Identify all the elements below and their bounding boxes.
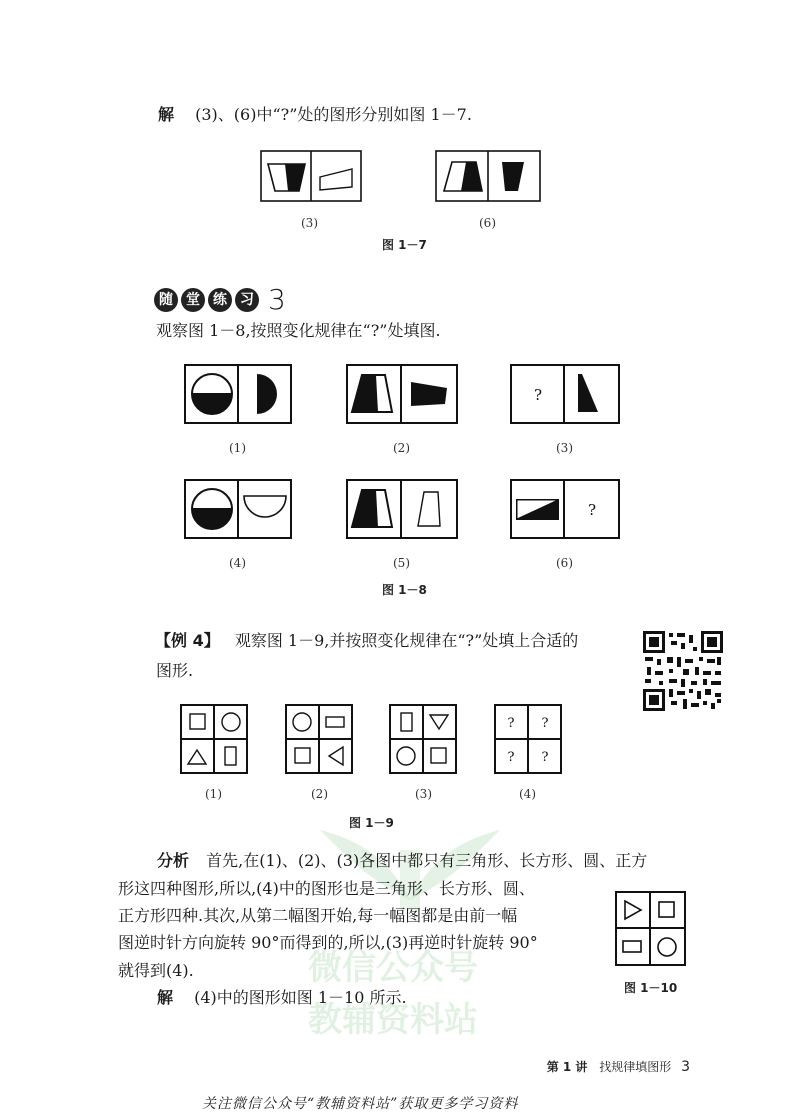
badge-number: 3 xyxy=(268,283,286,316)
fig-1-8-title: 图 1－8 xyxy=(382,583,427,597)
footer-title: 找规律填图形 xyxy=(599,1060,672,1074)
fig-1-8-caption-4: (4) xyxy=(229,556,246,570)
watermark-line1: 微信公众号 xyxy=(308,948,478,988)
practice-instruction: 观察图 1－8,按照变化规律在“?”处填图. xyxy=(156,321,441,340)
badge-char-3: 练 xyxy=(208,288,232,312)
triangle-shape xyxy=(188,750,206,764)
watermark-line2: 教辅资料站 xyxy=(308,1000,478,1040)
footer-page-number: 3 xyxy=(681,1059,690,1075)
footer-chapter: 第 1 讲 xyxy=(546,1060,588,1074)
fig-1-7-title: 图 1－7 xyxy=(382,238,427,252)
fig-1-7-caption-3: (3) xyxy=(301,216,318,230)
analysis-line3: 正方形四种.其次,从第二幅图开始,每一幅图都是由前一幅 xyxy=(118,906,518,925)
quadrilateral-solid-shape xyxy=(411,382,447,406)
badge-char-2: 堂 xyxy=(181,288,205,312)
question-mark: ? xyxy=(541,716,549,731)
rectangle-shape xyxy=(401,713,412,731)
rectangle-shape xyxy=(326,717,344,727)
solution-bottom-text: (4)中的图形如图 1－10 所示. xyxy=(194,988,407,1007)
circle-shape xyxy=(658,938,676,956)
square-shape xyxy=(190,714,205,729)
analysis-line5: 就得到(4). xyxy=(118,961,194,980)
fig-1-8-item-1 xyxy=(185,365,291,423)
example4-line1 xyxy=(155,627,578,655)
page-footer xyxy=(0,1058,690,1075)
square-shape xyxy=(431,748,446,763)
triangle-shape xyxy=(625,901,641,919)
example4-label: 【例 4】 xyxy=(155,631,220,650)
practice-badge xyxy=(154,283,286,316)
trapezoid-outline-shape xyxy=(418,492,440,526)
solution-text: (3)、(6)中“?”处的图形分别如图 1－7. xyxy=(195,105,472,124)
fig-1-10-title: 图 1－10 xyxy=(624,981,678,995)
trapezoid-fill-shape xyxy=(285,164,305,191)
analysis-text-1: 首先,在(1)、(2)、(3)各图中都只有三角形、长方形、圆、正方 xyxy=(206,851,648,870)
question-mark: ? xyxy=(533,386,543,404)
solution-bottom-label: 解 xyxy=(157,988,174,1007)
example4-text: 观察图 1－9,并按照变化规律在“?”处填上合适的 xyxy=(234,631,579,650)
question-mark: ? xyxy=(507,750,515,765)
badge-char-1: 随 xyxy=(154,288,178,312)
fig-1-8-item-6 xyxy=(511,480,619,538)
figure-1-8 xyxy=(0,360,800,580)
fig-1-8-item-5 xyxy=(347,480,457,538)
fig-1-8-item-3 xyxy=(511,365,619,423)
fig-1-8-caption-5: (5) xyxy=(393,556,410,570)
fig-1-9-item-3 xyxy=(390,705,456,773)
fig-1-8-item-2 xyxy=(347,365,457,423)
rectangle-shape xyxy=(623,941,641,952)
fig-1-9-item-2 xyxy=(286,705,352,773)
trapezoid-fill-shape xyxy=(461,162,482,191)
rectangle-shape xyxy=(225,747,236,765)
triangle-shape xyxy=(430,715,448,729)
fig-1-7-item-3 xyxy=(261,151,361,201)
trapezoid-fill-shape xyxy=(352,375,378,412)
fig-1-9-caption-2: (2) xyxy=(311,787,328,801)
fig-1-8-item-4 xyxy=(185,480,291,538)
square-shape xyxy=(659,902,674,917)
figure-1-10 xyxy=(615,891,695,971)
circle-shape xyxy=(222,713,240,731)
fig-1-8-caption-2: (2) xyxy=(393,441,410,455)
solution-bottom xyxy=(157,984,407,1012)
badge-char-4: 习 xyxy=(235,288,259,312)
example4-line2: 图形. xyxy=(156,661,194,680)
trapezoid-solid-shape xyxy=(502,162,524,191)
fig-1-9-title: 图 1－9 xyxy=(349,816,394,830)
question-mark: ? xyxy=(587,501,597,519)
half-disc-shape xyxy=(257,374,277,414)
solution-top xyxy=(158,101,472,129)
trapezoid-fill-shape xyxy=(352,490,378,527)
circle-shape xyxy=(397,747,415,765)
fig-1-9-item-1 xyxy=(181,705,247,773)
right-triangle-solid-shape xyxy=(578,374,598,412)
figure-1-9 xyxy=(0,704,800,784)
question-mark: ? xyxy=(507,716,515,731)
qr-code-icon xyxy=(643,631,723,711)
analysis-line1 xyxy=(157,847,647,875)
fig-1-8-caption-3: (3) xyxy=(556,441,573,455)
bottom-note: 关注微信公众号“教辅资料站”获取更多学习资料 xyxy=(202,1096,519,1112)
analysis-line4: 图逆时针方向旋转 90°而得到的,所以,(3)再逆时针旋转 90° xyxy=(118,933,538,952)
fig-1-7-item-6 xyxy=(436,151,540,201)
fig-1-7-caption-6: (6) xyxy=(479,216,496,230)
solution-label: 解 xyxy=(158,105,175,124)
analysis-label: 分析 xyxy=(157,851,190,870)
circle-shape xyxy=(293,713,311,731)
analysis-line2: 形这四种图形,所以,(4)中的图形也是三角形、长方形、圆、 xyxy=(118,879,535,898)
fig-1-9-item-4 xyxy=(495,705,561,773)
square-shape xyxy=(295,748,310,763)
quadrilateral-shape xyxy=(320,169,352,190)
fig-1-9-caption-3: (3) xyxy=(415,787,432,801)
fig-1-9-caption-1: (1) xyxy=(205,787,222,801)
question-mark: ? xyxy=(541,750,549,765)
half-circle-outline-shape xyxy=(244,496,286,517)
fig-1-8-caption-1: (1) xyxy=(229,441,246,455)
triangle-shape xyxy=(329,747,343,765)
fig-1-8-caption-6: (6) xyxy=(556,556,573,570)
fig-1-9-caption-4: (4) xyxy=(519,787,536,801)
